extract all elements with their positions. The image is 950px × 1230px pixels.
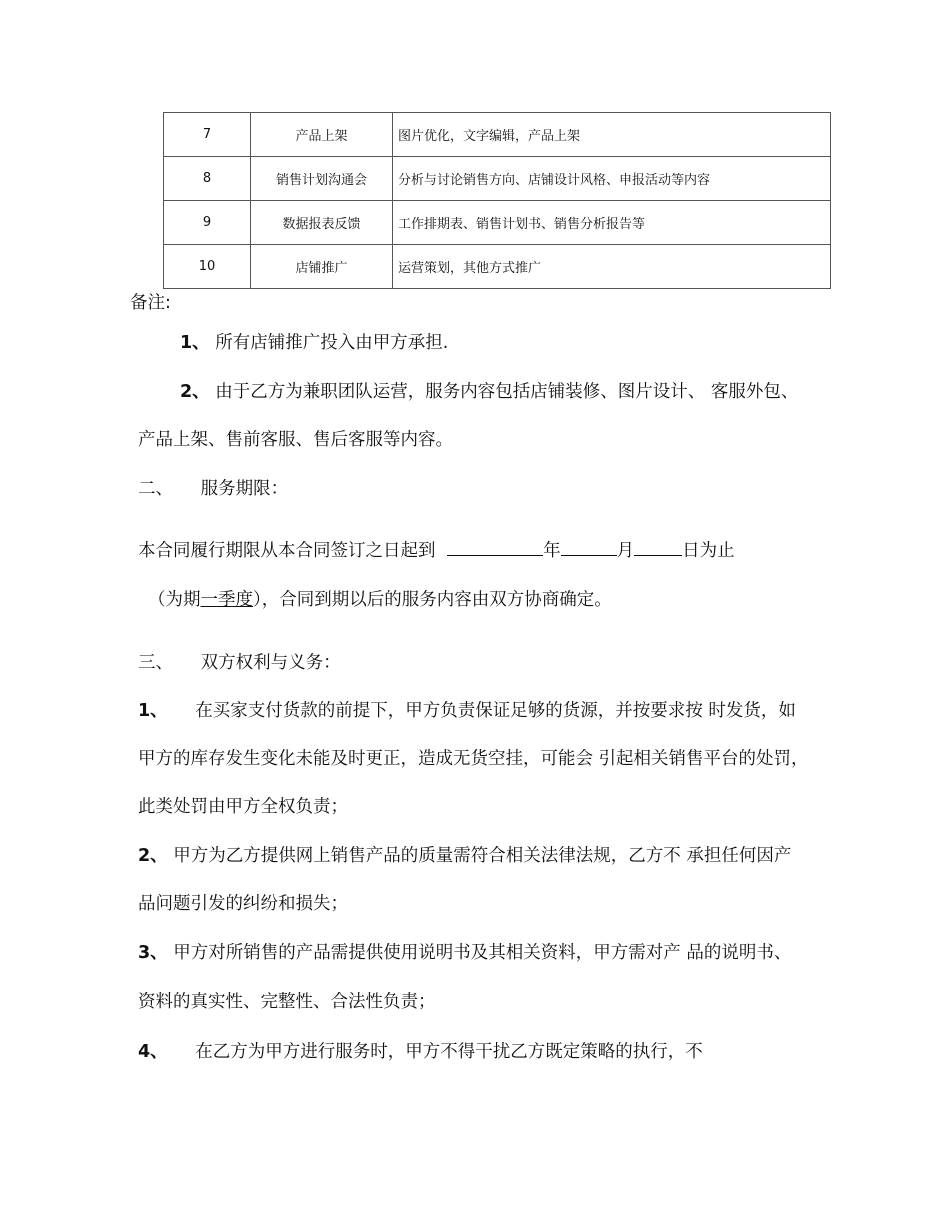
remark-item-2 — [180, 380, 798, 404]
clause-3-line-2: 资料的真实性、完整性、合法性负责； — [138, 992, 436, 1012]
remarks-label: 备注: — [130, 293, 171, 313]
clause-1-line-2: 甲方的库存发生变化未能及时更正，造成无货空挂，可能会 引起相关销售平台的处罚， — [138, 749, 809, 769]
term-line — [138, 539, 735, 563]
clause-4-line-1 — [138, 1040, 703, 1064]
remark-text-continued: 产品上架、售前客服、售后客服等内容。 — [138, 430, 453, 450]
remark-item-1 — [180, 331, 448, 355]
service-table — [163, 112, 831, 289]
row-number: 8 — [164, 157, 251, 201]
service-description: 分析与讨论销售方向、店铺设计风格、申报活动等内容 — [393, 157, 831, 201]
row-number: 9 — [164, 201, 251, 245]
clause-1-line-1 — [138, 699, 796, 723]
service-description: 运营策划，其他方式推广 — [393, 245, 831, 289]
remark-number: 2、 — [180, 382, 210, 402]
clause-number: 4、 — [138, 1042, 168, 1062]
section-title: 服务期限： — [200, 479, 289, 499]
clause-3-line-1 — [138, 941, 791, 965]
term-text: 本合同履行期限从本合同签订之日起到 — [138, 541, 436, 561]
term-period-line — [148, 588, 612, 612]
month-blank — [561, 539, 617, 556]
section-2-heading — [138, 477, 288, 501]
remark-number: 1、 — [180, 333, 210, 353]
clause-text: 在买家支付货款的前提下，甲方负责保证足够的货源，并按要求按 时发货，如 — [195, 701, 796, 721]
service-item: 产品上架 — [251, 113, 393, 157]
clause-2-line-1 — [138, 844, 791, 868]
service-item: 销售计划沟通会 — [251, 157, 393, 201]
clause-number: 1、 — [138, 701, 168, 721]
service-description: 图片优化，文字编辑，产品上架 — [393, 113, 831, 157]
period-prefix: （为期 — [148, 590, 201, 610]
remark-text: 由于乙方为兼职团队运营，服务内容包括店铺装修、图片设计、 客服外包、 — [215, 382, 799, 402]
day-label: 日为止 — [682, 541, 735, 561]
row-number: 10 — [164, 245, 251, 289]
year-label: 年 — [543, 541, 561, 561]
clause-number: 3、 — [138, 943, 168, 963]
table-row — [164, 201, 831, 245]
table-row — [164, 113, 831, 157]
clause-2-line-2: 品问题引发的纠纷和损失； — [138, 894, 348, 914]
table-row — [164, 157, 831, 201]
month-label: 月 — [616, 541, 635, 561]
day-blank — [634, 539, 682, 556]
row-number: 7 — [164, 113, 251, 157]
clause-number: 2、 — [138, 846, 168, 866]
service-description: 工作排期表、销售计划书、销售分析报告等 — [393, 201, 831, 245]
section-number: 三、 — [138, 653, 173, 673]
service-item: 数据报表反馈 — [251, 201, 393, 245]
year-blank — [447, 539, 543, 556]
period-suffix: ），合同到期以后的服务内容由双方协商确定。 — [253, 590, 612, 610]
remark-text: 所有店铺推广投入由甲方承担. — [215, 333, 449, 353]
period-duration: 一季度 — [200, 590, 253, 610]
section-title: 双方权利与义务： — [200, 653, 341, 673]
section-3-heading — [138, 651, 341, 675]
service-item: 店铺推广 — [251, 245, 393, 289]
clause-1-line-3: 此类处罚由甲方全权负责； — [138, 797, 348, 817]
table-row — [164, 245, 831, 289]
clause-text: 甲方为乙方提供网上销售产品的质量需符合相关法律法规，乙方不 承担任何因产 — [173, 846, 792, 866]
clause-text: 甲方对所销售的产品需提供使用说明书及其相关资料，甲方需对产 品的说明书、 — [173, 943, 792, 963]
section-number: 二、 — [138, 479, 173, 499]
clause-text: 在乙方为甲方进行服务时，甲方不得干扰乙方既定策略的执行，不 — [195, 1042, 703, 1062]
